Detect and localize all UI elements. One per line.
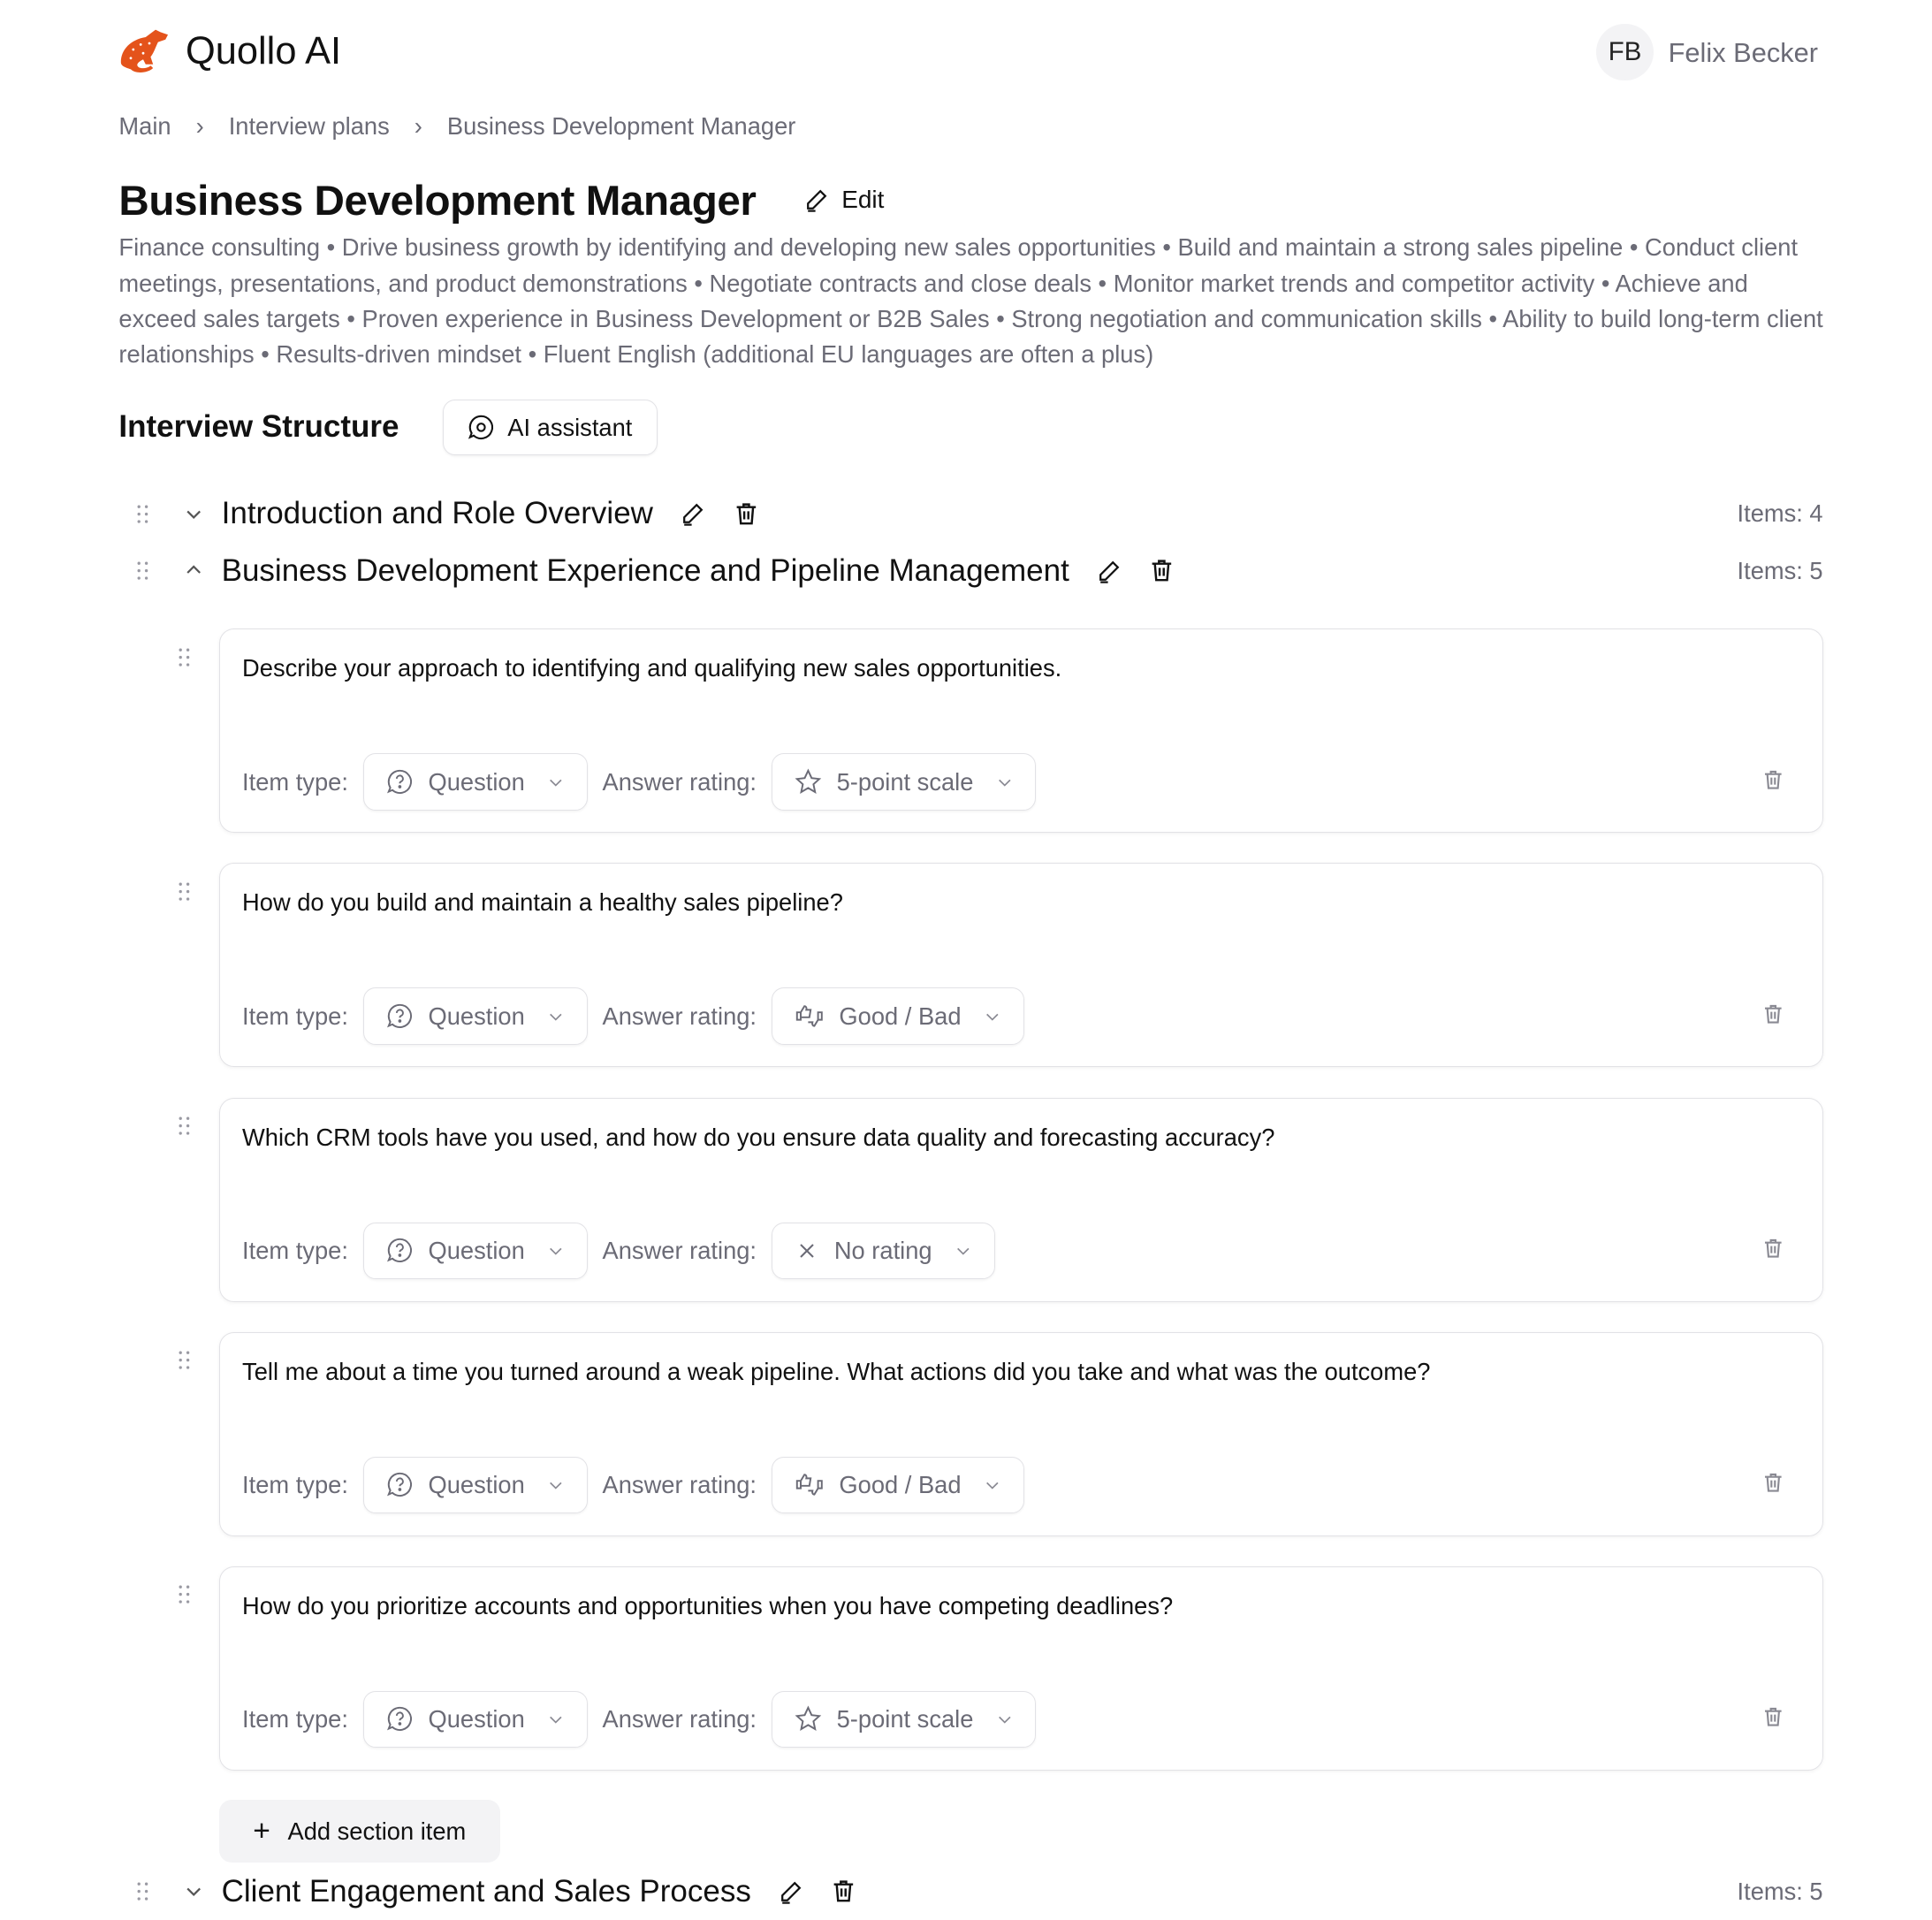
section-item-card [219,1098,1823,1302]
item-type-select[interactable] [363,1223,588,1279]
answer-rating-select[interactable] [772,1691,1037,1748]
trash-icon[interactable] [1761,1471,1785,1495]
trash-icon[interactable] [1761,1002,1785,1026]
app-brand: Quollo AI [186,29,342,72]
drag-handle-icon[interactable] [177,1583,192,1605]
trash-icon[interactable] [1761,1705,1785,1729]
chevron-down-icon [996,1710,1014,1728]
breadcrumb-current: Business Development Manager [446,112,796,141]
avatar[interactable]: FB [1596,24,1653,80]
ai-assistant-button[interactable] [443,400,657,455]
structure-heading: Interview Structure [118,409,399,445]
item-type-label: Item type: [242,1470,348,1498]
thumbs-icon [795,1002,825,1030]
plus-icon: + [253,1814,270,1848]
section-item-count: Items: 4 [1737,499,1823,528]
section-row[interactable] [118,489,1822,538]
chevron-down-icon[interactable] [166,504,222,523]
item-type-select[interactable] [363,1691,588,1748]
edit-label: Edit [841,186,885,214]
item-type-label: Item type: [242,1236,348,1264]
chevron-down-icon[interactable] [166,1881,222,1901]
item-type-select[interactable] [363,753,588,810]
question-icon [386,1705,414,1733]
question-icon [386,768,414,796]
item-type-value: Question [428,1236,525,1264]
trash-icon[interactable] [830,1878,857,1905]
edit-button[interactable] [804,186,884,214]
section-title[interactable]: Introduction and Role Overview [221,496,653,531]
quollo-logo [118,25,173,77]
item-type-label: Item type: [242,767,348,796]
item-type-label: Item type: [242,1704,348,1733]
section-title[interactable]: Client Engagement and Sales Process [221,1873,751,1909]
answer-rating-select[interactable] [772,987,1024,1044]
add-section-item-label: Add section item [287,1817,467,1845]
question-text[interactable]: Tell me about a time you turned around a weak pipeline. What actions did you take and what was the outcome? [242,1357,1431,1385]
item-controls [242,1457,1023,1513]
breadcrumb [118,112,795,141]
question-icon [386,1471,414,1498]
chevron-right-icon: › [414,112,422,141]
chevron-down-icon [984,1008,1001,1025]
star-icon [795,768,822,796]
question-icon [386,1002,414,1030]
section-item-count: Items: 5 [1737,556,1823,584]
section-item-card [219,863,1823,1067]
star-icon [795,1705,822,1733]
answer-rating-value: 5-point scale [836,1704,974,1733]
question-text[interactable]: How do you build and maintain a healthy sales pipeline? [242,888,843,917]
item-controls [242,753,1036,810]
item-type-value: Question [428,1704,525,1733]
trash-icon[interactable] [733,500,760,528]
chevron-down-icon [547,1710,565,1728]
user-name[interactable]: Felix Becker [1668,37,1819,68]
answer-rating-select[interactable] [772,1223,995,1279]
pencil-icon[interactable] [681,501,705,526]
drag-handle-icon[interactable] [177,880,192,903]
answer-rating-label: Answer rating: [602,1704,757,1733]
answer-rating-value: Good / Bad [839,1470,962,1498]
chevron-down-icon [996,773,1014,791]
section-item-card [219,629,1823,833]
section-item-count: Items: 5 [1737,1877,1823,1905]
answer-rating-label: Answer rating: [602,1236,757,1264]
answer-rating-value: 5-point scale [836,767,974,796]
drag-handle-icon[interactable] [177,1349,192,1371]
plan-description: Finance consulting • Drive business growth by identifying and developing new sales opportunities • Build and maintain a strong sales pipeline • Conduct client meetings, presentations, and product demonstrations • Negotiate contracts and close deals • Monitor market trends and competitor activity • Achieve and exceed sales targets • Proven experience in Business Development or B2B Sales • Strong negotiation and communication skills • Ability to build long-term client relationships • Results-driven mindset • Fluent English (additional EU languages are often a plus) [118,233,1823,369]
ai-chat-icon [468,414,495,441]
section-item-card [219,1566,1823,1771]
thumbs-icon [795,1471,825,1498]
section-item-card [219,1332,1823,1536]
chevron-up-icon[interactable] [166,560,222,580]
drag-handle-icon[interactable] [118,1880,165,1902]
answer-rating-label: Answer rating: [602,1002,757,1030]
item-type-value: Question [428,1470,525,1498]
section-row[interactable] [118,546,1822,596]
breadcrumb-interview-plans[interactable]: Interview plans [228,112,390,141]
chevron-right-icon: › [195,112,204,141]
item-type-value: Question [428,1002,525,1030]
question-text[interactable]: Describe your approach to identifying and qualifying new sales opportunities. [242,654,1062,682]
chevron-down-icon [547,1008,565,1025]
chevron-down-icon [547,1476,565,1494]
question-icon [386,1237,414,1264]
trash-icon[interactable] [1148,557,1175,584]
chevron-down-icon [547,773,565,791]
item-type-select[interactable] [363,987,588,1044]
item-controls [242,1691,1036,1748]
item-type-value: Question [428,767,525,796]
breadcrumb-main[interactable]: Main [118,112,171,141]
item-controls [242,1223,995,1279]
chevron-down-icon [955,1242,972,1260]
section-row[interactable] [118,1867,1822,1916]
answer-rating-label: Answer rating: [602,1470,757,1498]
answer-rating-value: No rating [833,1236,932,1264]
question-text[interactable]: How do you prioritize accounts and opportunities when you have competing deadlines? [242,1591,1174,1619]
drag-handle-icon[interactable] [177,646,192,668]
item-type-select[interactable] [363,1457,588,1513]
trash-icon[interactable] [1761,1237,1785,1261]
x-icon [795,1238,819,1263]
answer-rating-select[interactable] [772,753,1037,810]
trash-icon[interactable] [1761,768,1785,792]
answer-rating-select[interactable] [772,1457,1024,1513]
question-text[interactable]: Which CRM tools have you used, and how do you ensure data quality and forecasting accuracy? [242,1123,1275,1151]
item-controls [242,987,1023,1044]
drag-handle-icon[interactable] [118,503,165,525]
drag-handle-icon[interactable] [177,1115,192,1137]
pencil-icon [804,187,829,212]
item-type-label: Item type: [242,1002,348,1030]
answer-rating-label: Answer rating: [602,767,757,796]
page-title: Business Development Manager [118,178,757,225]
add-section-item-button[interactable] [219,1800,500,1863]
chevron-down-icon [547,1242,565,1260]
ai-assistant-label: AI assistant [507,413,633,441]
answer-rating-value: Good / Bad [839,1002,962,1030]
chevron-down-icon [984,1476,1001,1494]
section-title[interactable]: Business Development Experience and Pipeline Management [221,552,1069,588]
drag-handle-icon[interactable] [118,560,165,582]
pencil-icon[interactable] [779,1879,803,1904]
pencil-icon[interactable] [1097,559,1122,583]
